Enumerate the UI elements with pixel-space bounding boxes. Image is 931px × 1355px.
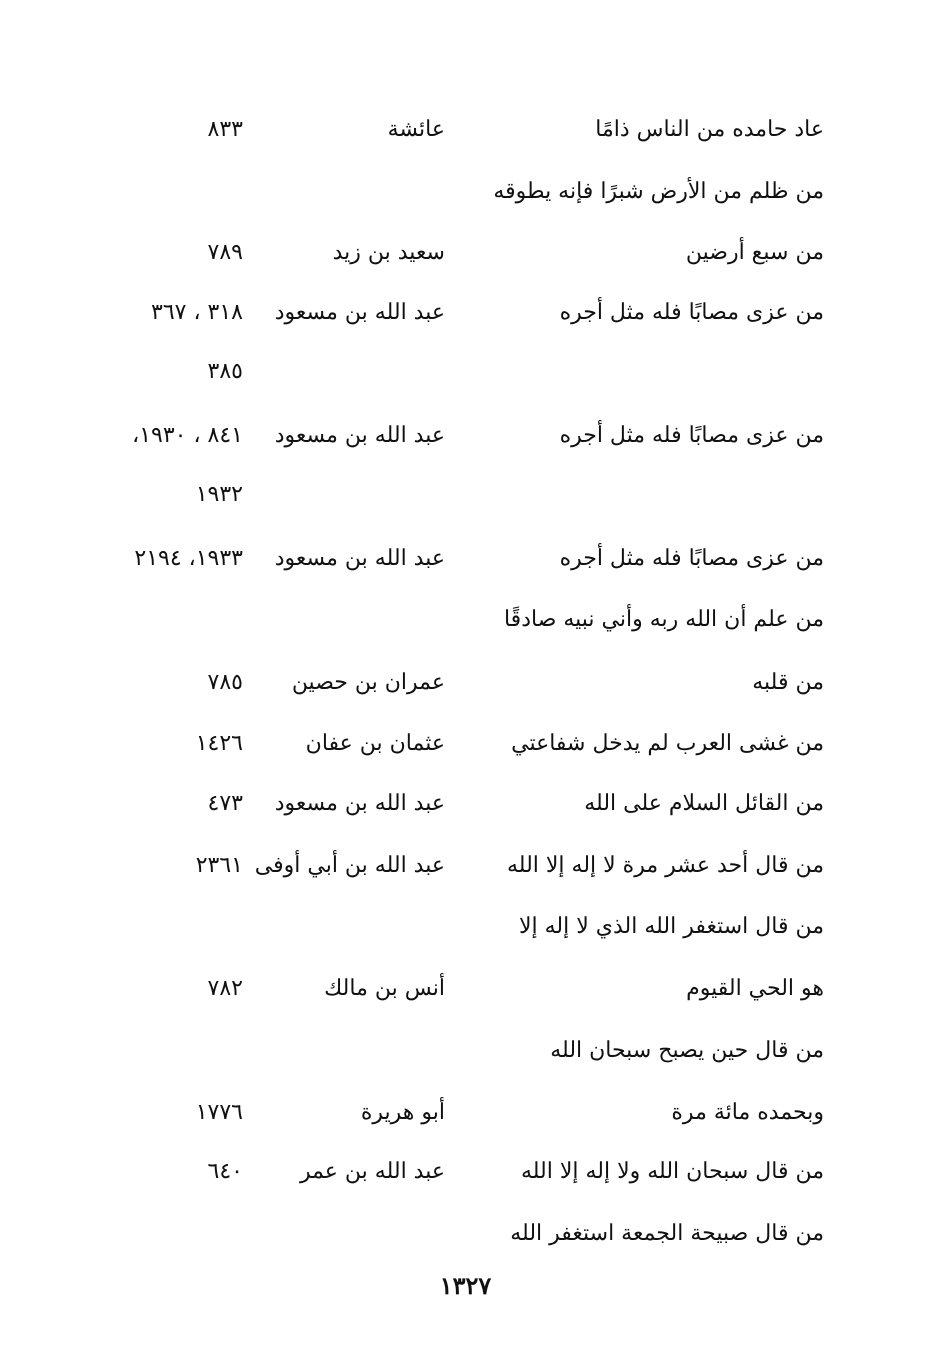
entry-row <box>0 784 931 824</box>
reference-number: ٧٨٩ <box>207 240 243 265</box>
entry-row <box>0 907 931 947</box>
narrator: أنس بن مالك <box>324 976 445 1001</box>
hadith-text: من عزى مصابًا فله مثل أجره <box>559 423 824 448</box>
entry-row <box>0 233 931 273</box>
entry-row <box>0 1214 931 1254</box>
entry-row <box>0 1031 931 1071</box>
reference-number: ٢٣٦١ <box>195 853 243 878</box>
reference-number: ١٧٧٦ <box>195 1100 243 1125</box>
hadith-text: من قلبه <box>752 670 824 695</box>
reference-number: ٦٤٠ <box>207 1159 243 1184</box>
hadith-text: من عزى مصابًا فله مثل أجره <box>559 300 824 325</box>
reference-number: ٣١٨ ، ٣٦٧ <box>151 300 243 325</box>
hadith-text: من ظلم من الأرض شبرًا فإنه يطوقه <box>493 179 824 204</box>
narrator: عبد الله بن مسعود <box>274 423 445 448</box>
narrator: عبد الله بن مسعود <box>274 300 445 325</box>
entry-row <box>0 1093 931 1133</box>
narrator: أبو هريرة <box>360 1100 445 1125</box>
narrator: عائشة <box>387 117 445 142</box>
page-number: ١٣٢٧ <box>439 1271 492 1300</box>
entry-row <box>0 172 931 212</box>
entry-row <box>0 1152 931 1192</box>
narrator: عبد الله بن مسعود <box>274 791 445 816</box>
entry-row <box>0 110 931 150</box>
hadith-text: من قال صبيحة الجمعة استغفر الله <box>510 1221 824 1246</box>
reference-number: ٧٨٢ <box>207 976 243 1001</box>
hadith-text: من سبع أرضين <box>685 240 824 265</box>
entry-row <box>0 352 931 392</box>
hadith-text: عاد حامده من الناس ذامًا <box>595 117 824 142</box>
reference-number: ٧٨٥ <box>207 670 243 695</box>
entry-row <box>0 475 931 515</box>
entry-row <box>0 539 931 579</box>
hadith-text: من قال سبحان الله ولا إله إلا الله <box>520 1159 824 1184</box>
narrator: سعيد بن زيد <box>332 240 445 265</box>
hadith-text: من قال استغفر الله الذي لا إله إلا <box>518 914 824 939</box>
entry-row <box>0 416 931 456</box>
entry-row <box>0 663 931 703</box>
reference-number: ١٩٣٢ <box>195 482 243 507</box>
entry-row <box>0 969 931 1009</box>
reference-number: ١٤٢٦ <box>195 731 243 756</box>
reference-number: ٣٨٥ <box>207 359 243 384</box>
entry-row <box>0 846 931 886</box>
entry-row <box>0 724 931 764</box>
hadith-text: من قال أحد عشر مرة لا إله إلا الله <box>507 853 824 878</box>
hadith-text: من علم أن الله ربه وأني نبيه صادقًا <box>503 607 824 632</box>
hadith-text: من عزى مصابًا فله مثل أجره <box>559 546 824 571</box>
hadith-text: وبحمده مائة مرة <box>671 1100 824 1125</box>
hadith-text: من غشى العرب لم يدخل شفاعتي <box>511 731 824 756</box>
hadith-text: من قال حين يصبح سبحان الله <box>550 1038 824 1063</box>
narrator: عبد الله بن أبي أوفى <box>254 853 445 878</box>
entry-row <box>0 600 931 640</box>
narrator: عمران بن حصين <box>291 670 445 695</box>
hadith-text: هو الحي القيوم <box>686 976 824 1001</box>
reference-number: ٨٣٣ <box>207 117 243 142</box>
narrator: عبد الله بن مسعود <box>274 546 445 571</box>
reference-number: ٨٤١ ، ١٩٣٠، <box>132 423 243 448</box>
entry-row <box>0 293 931 333</box>
reference-number: ٤٧٣ <box>207 791 243 816</box>
narrator: عبد الله بن عمر <box>299 1159 445 1184</box>
reference-number: ١٩٣٣، ٢١٩٤ <box>134 546 243 571</box>
narrator: عثمان بن عفان <box>305 731 445 756</box>
hadith-text: من القائل السلام على الله <box>584 791 824 816</box>
